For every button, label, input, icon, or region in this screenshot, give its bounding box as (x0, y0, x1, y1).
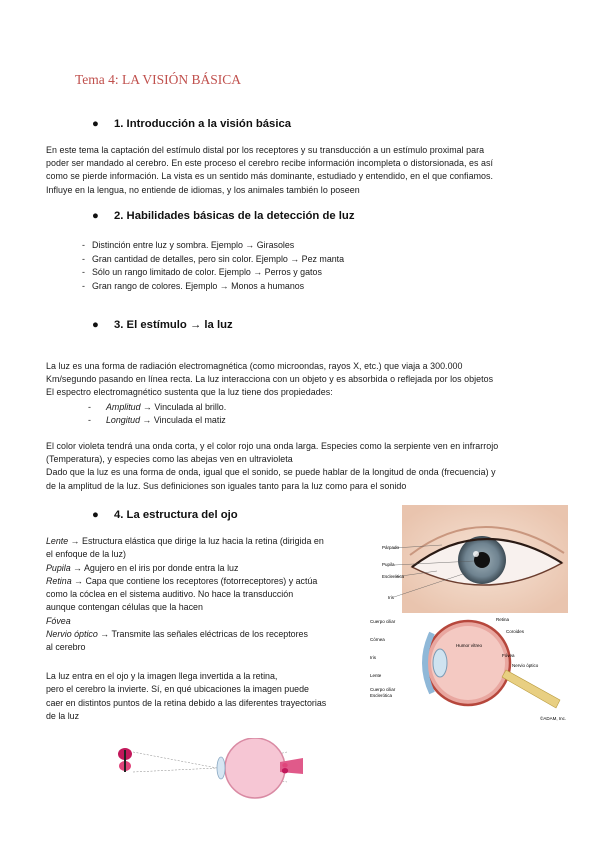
figure-label: Nervio óptico (512, 663, 539, 668)
definition: → Estructura elástica que dirige la luz hacia la retina (dirigida en (68, 536, 324, 546)
term: Retina (46, 575, 72, 586)
list-item (106, 414, 226, 427)
eyeball-shape (225, 738, 285, 798)
figure-label: Fóvea (502, 653, 515, 658)
figure-label: Iris (388, 595, 394, 600)
abilities-list (92, 239, 344, 294)
definition-line (46, 615, 376, 628)
term: Lente (46, 536, 69, 546)
paragraph-line: pero el cerebro la invierte. Sí, en qué ubicaciones la imagen puede (46, 684, 309, 695)
section-heading-1 (92, 118, 291, 130)
figure-label: Pupila (382, 562, 395, 567)
page-title: Tema 4: LA VISIÓN BÁSICA (75, 72, 242, 87)
section-heading-4 (92, 509, 238, 521)
list-item: - Gran cantidad de detalles, pero sin color. Ejemplo → Pez manta (92, 253, 344, 267)
paragraph-line: La luz entra en el ojo y la imagen llega invertida a la retina, (46, 671, 278, 681)
bullet-icon: ● (92, 210, 99, 222)
term: Longitud (106, 414, 141, 425)
heading-text: 1. Introducción a la visión básica (114, 118, 292, 130)
paragraph-line: (Temperatura), y especies como las abejas ven en ultravioleta (46, 454, 293, 465)
paragraph-line: de la amplitud de la luz. Sus definiciones son iguales tanto para la luz como para el sonido (46, 480, 407, 491)
heading-text: 3. El estímulo → la luz (114, 319, 233, 331)
paragraph-line: caer en distintos puntos de la retina debido a las diferentes trayectorias (46, 697, 327, 708)
section-4-closing (46, 670, 376, 723)
figure-label: Esclerótica (370, 693, 393, 698)
paragraph-line: Influye en la lengua, no entiende de idiomas, y los animales también lo poseen (46, 184, 360, 195)
definition-line (46, 575, 376, 588)
lens-shape (217, 757, 225, 779)
definition: → Agujero en el iris por donde entra la luz (70, 562, 239, 573)
figure-label: Coroides (506, 629, 525, 634)
definition: → Transmite las señales eléctricas de los receptores (97, 629, 308, 640)
paragraph-line: La luz es una forma de radiación electromagnética (como microondas, rayos X, etc.) que viaja a 300.000 (46, 361, 463, 371)
figure-credit: ©ADAM, Inc. (540, 716, 567, 721)
heading-text: 4. La estructura del ojo (114, 509, 238, 521)
list-item (106, 401, 226, 414)
figure-label: Humor vítreo (456, 643, 483, 648)
eye-highlight (473, 551, 479, 557)
properties-list (106, 401, 226, 427)
bullet-icon: ● (92, 118, 99, 130)
definition-line (46, 562, 376, 575)
figure-label: Lente (370, 673, 382, 678)
figure-label: Córnea (370, 637, 385, 642)
paragraph-line: El color violeta tendrá una onda corta, y el color rojo una onda larga. Especies como la serpiente ven en infrarrojo (46, 441, 499, 451)
lens-shape (433, 649, 447, 677)
paragraph-line: como se pierde información. La vista es un sentido más dominante, estudiado y entendido, en el que confiamos. (46, 171, 493, 182)
definition: → Capa que contiene los receptores (fotorreceptores) y actúa (71, 575, 318, 586)
butterfly-icon (118, 748, 132, 772)
list-item: - Distinción entre luz y sombra. Ejemplo → Girasoles (92, 239, 344, 253)
light-ray (133, 752, 217, 768)
paragraph-line: poder ser mandado al cerebro. En este proceso el cerebro recibe información incompleta o distorsionada, es así (46, 158, 494, 169)
paragraph-line: Km/segundo pasando en línea recta. La luz interacciona con un objeto y es absorbida o reflejada por los objetos (46, 374, 494, 385)
list-item: - Gran rango de colores. Ejemplo → Monos a humanos (92, 280, 344, 294)
bullet-icon: ● (92, 319, 99, 331)
figure-label: Esclerótica (382, 574, 405, 579)
definition: → Vinculada al brillo. (140, 402, 227, 412)
section-heading-2 (92, 210, 354, 222)
figure-label: Iris (370, 655, 376, 660)
bullet-icon: ● (92, 509, 99, 521)
section-3-outro (46, 440, 556, 493)
definition-continuation: como la cóclea en el sistema auditivo. No hace la transducción aunque contengan células que la hacen (46, 589, 294, 613)
optic-nerve-shape (502, 670, 560, 708)
section-1-paragraph (46, 144, 556, 197)
image-inversion-figure (115, 738, 305, 800)
eye-structure-definitions (46, 535, 376, 655)
paragraph-line: El espectro electromagnético sustenta que la luz tiene dos propiedades: (46, 387, 333, 398)
figure-label: Retina (496, 617, 510, 622)
eye-diagram-figure (370, 615, 570, 723)
definition-continuation: al cerebro (46, 642, 86, 653)
light-ray (133, 768, 217, 772)
list-item: - Sólo un rango limitado de color. Ejemplo → Perros y gatos (92, 266, 344, 280)
term: Nervio óptico (46, 629, 98, 640)
section-3-intro (46, 360, 556, 400)
term: Fóvea (46, 615, 71, 626)
term: Pupila (46, 562, 71, 573)
definition-line (46, 628, 376, 641)
section-heading-3 (92, 319, 233, 331)
eye-photo-figure (382, 505, 568, 613)
paragraph-line: Dado que la luz es una forma de onda, igual que el sonido, se puede hablar de la longitud de onda (frecuencia) y (46, 467, 496, 478)
figure-label: Cuerpo ciliar (370, 619, 396, 624)
figure-label: Párpado (382, 545, 400, 550)
definition-line (46, 535, 376, 548)
heading-text: 2. Habilidades básicas de la detección de luz (114, 210, 355, 222)
paragraph-line: En este tema la captación del estímulo distal por los receptores y su transducción a un estímulo proximal para (46, 145, 485, 155)
definition: → Vinculada el matiz (140, 414, 226, 425)
figure-label: Cuerpo ciliar (370, 687, 396, 692)
term: Amplitud (106, 402, 141, 412)
paragraph-line: de la luz (46, 710, 80, 721)
definition-continuation: el enfoque de la luz) (46, 549, 126, 560)
